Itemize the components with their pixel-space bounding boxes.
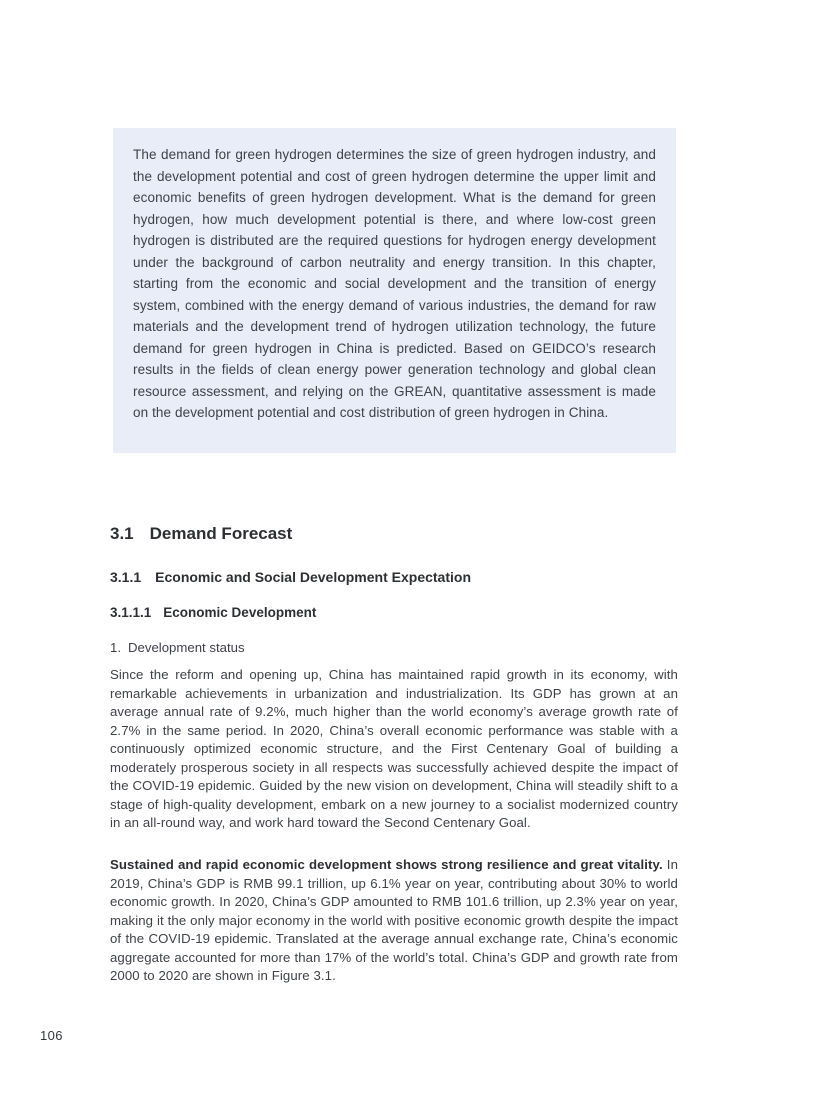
- list-item-number: 1.: [110, 640, 121, 655]
- chapter-intro-callout: [113, 128, 676, 453]
- body-paragraph-economic-resilience: [110, 856, 678, 986]
- subsection-number: 3.1.1: [110, 569, 142, 585]
- page-number: 106: [40, 1028, 63, 1043]
- section-title: Demand Forecast: [149, 524, 293, 543]
- subsubsection-heading: [110, 605, 316, 620]
- subsection-title: Economic and Social Development Expectation: [155, 569, 471, 585]
- section-number: 3.1: [110, 524, 134, 543]
- list-item-title: Development status: [128, 640, 245, 655]
- numbered-list-heading: [110, 640, 245, 655]
- subsection-heading: [110, 569, 471, 585]
- section-heading: [110, 524, 292, 544]
- chapter-intro-text: The demand for green hydrogen determines the size of green hydrogen industry, and the development potential and cost of green hydrogen determine the upper limit and economic benefits of green hydrogen development. What is the demand for green hydrogen, how much development potential is there, and where low-cost green hydrogen is distributed are the required questions for hydrogen energy development under the background of carbon neutrality and energy transition. In this chapter, starting from the economic and social development and the transition of energy system, combined with the energy demand of various industries, the demand for raw materials and the development trend of hydrogen utilization technology, the future demand for green hydrogen in China is predicted. Based on GEIDCO’s research results in the fields of clean energy power generation technology and global clean resource assessment, and relying on the GREAN, quantitative assessment is made on the development potential and cost distribution of green hydrogen in China.: [133, 147, 656, 420]
- paragraph-bold-lead: Sustained and rapid economic development shows strong resilience and great vitality.: [110, 857, 663, 872]
- subsubsection-number: 3.1.1.1: [110, 605, 152, 620]
- subsubsection-title: Economic Development: [163, 605, 317, 620]
- body-paragraph-development-status: Since the reform and opening up, China has maintained rapid growth in its economy, with remarkable achievements in urbanization and industrialization. Its GDP has grown at an average annual rate of 9.2%, much higher than the world economy’s average growth rate of 2.7% in the same period. In 2020, China’s overall economic performance was stable with a continuously optimized economic structure, and the First Centenary Goal of building a moderately prosperous society in all respects was successfully achieved despite the impact of the COVID-19 epidemic. Guided by the new vision on development, China will steadily shift to a stage of high-quality development, embark on a new journey to a socialist modernized country in an all-round way, and work hard toward the Second Centenary Goal.: [110, 667, 678, 830]
- paragraph-continuation: In 2019, China’s GDP is RMB 99.1 trillion, up 6.1% year on year, contributing about 30% to world economic growth. In 2020, China’s GDP amounted to RMB 101.6 trillion, up 2.3% year on year, making it the only major economy in the world with positive economic growth despite the impact of the COVID-19 epidemic. Translated at the average annual exchange rate, China’s economic aggregate accounted for more than 17% of the world’s total. China’s GDP and growth rate from 2000 to 2020 are shown in Figure 3.1.: [110, 857, 678, 983]
